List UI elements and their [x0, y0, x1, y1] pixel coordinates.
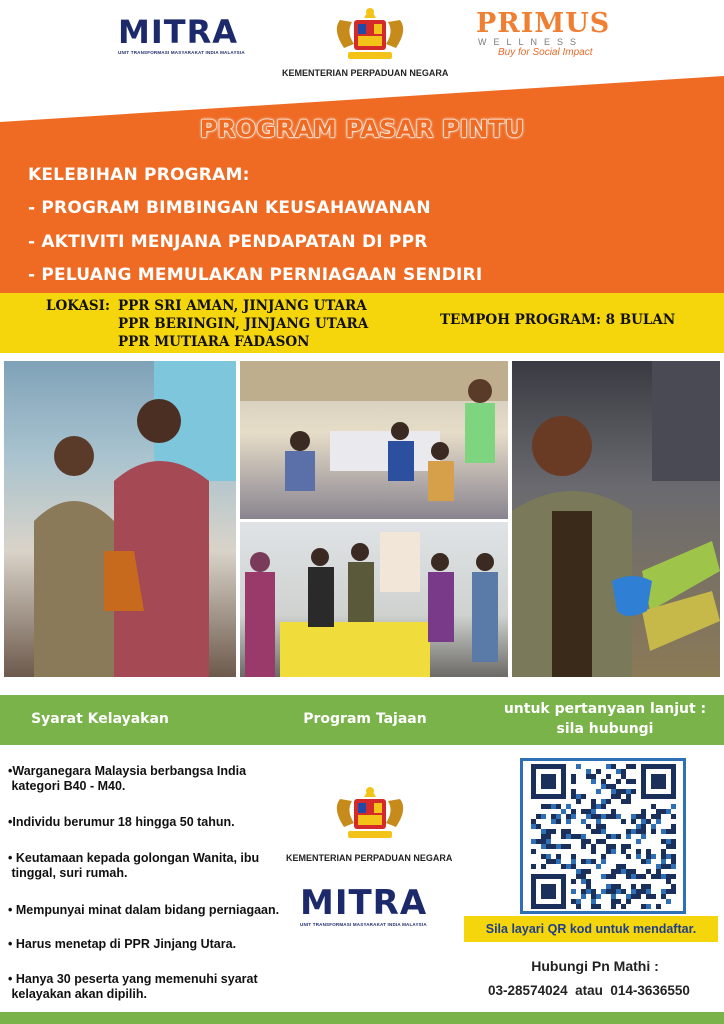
requirement-item [8, 851, 293, 881]
enquiry-heading-line2: sila hubungi [556, 721, 654, 737]
photo-collage [0, 353, 724, 683]
registration-qr-code[interactable] [520, 758, 686, 914]
photo-participants-handover [4, 361, 236, 677]
location-label: LOKASI: [46, 298, 110, 314]
requirement-line: • Hanya 30 peserta yang memenuhi syarat [8, 972, 258, 986]
location-item: PPR BERINGIN, JINJANG UTARA [118, 316, 369, 332]
primus-tagline: Buy for Social Impact [498, 47, 593, 58]
requirement-item [8, 903, 293, 918]
requirement-line: • Harus menetap di PPR Jinjang Utara. [8, 937, 237, 951]
primus-brand: PRIMUS [476, 8, 611, 39]
requirement-line: kelayakan akan dipilih. [8, 987, 147, 1001]
contact-name: Hubungi Pn Mathi : [531, 958, 659, 974]
requirement-item [8, 937, 293, 952]
mitra-logo [300, 884, 450, 934]
mitra-logo [118, 14, 268, 64]
sponsor-heading: Program Tajaan [303, 711, 427, 727]
benefit-item: - PELUANG MEMULAKAN PERNIAGAAN SENDIRI [28, 265, 483, 285]
requirement-line: • Keutamaan kepada golongan Wanita, ibu [8, 851, 260, 865]
program-title: PROGRAM PASAR PINTU [199, 115, 525, 143]
photo-certificate-group [240, 522, 508, 677]
ministry-name: KEMENTERIAN PERPADUAN NEGARA [286, 853, 453, 863]
eligibility-heading: Syarat Kelayakan [31, 711, 169, 727]
requirement-line: tinggal, suri rumah. [8, 866, 128, 880]
location-item: PPR SRI AMAN, JINJANG UTARA [118, 298, 367, 314]
primus-logo [476, 8, 626, 68]
photo-trader-corn [512, 361, 720, 677]
footer-bar [0, 1012, 724, 1024]
requirement-line: •Warganegara Malaysia berbangsa India [8, 764, 247, 778]
enquiry-heading-line1: untuk pertanyaan lanjut : [503, 701, 707, 717]
benefit-item: - PROGRAM BIMBINGAN KEUSAHAWANAN [28, 198, 431, 218]
requirement-line: kategori B40 - M40. [8, 779, 126, 793]
benefits-heading: KELEBIHAN PROGRAM: [28, 165, 250, 185]
requirement-item [8, 972, 293, 1002]
ministry-name: KEMENTERIAN PERPADUAN NEGARA [282, 68, 449, 78]
mitra-logo-subtitle: UNIT TRANSFORMASI MASYARAKAT INDIA MALAYSIA [118, 50, 245, 55]
requirement-line: • Mempunyai minat dalam bidang perniagaan. [8, 903, 280, 917]
primus-line2: WELLNESS [478, 37, 584, 47]
malaysia-crest-icon [330, 6, 410, 64]
mitra-logo-text: MITRA [300, 883, 428, 923]
requirement-item [8, 815, 293, 830]
qr-note: Sila layari QR kod untuk mendaftar. [464, 916, 718, 942]
program-duration: TEMPOH PROGRAM: 8 BULAN [440, 312, 676, 328]
mitra-logo-subtitle: UNIT TRANSFORMASI MASYARAKAT INDIA MALAYSIA [300, 922, 427, 927]
mitra-logo-text: MITRA [118, 13, 238, 51]
requirement-item [8, 764, 293, 794]
malaysia-crest-icon [330, 785, 410, 843]
photo-workshop-session [240, 361, 508, 519]
benefit-item: - AKTIVITI MENJANA PENDAPATAN DI PPR [28, 232, 428, 252]
location-item: PPR MUTIARA FADASON [118, 334, 310, 350]
contact-phones[interactable]: 03-28574024 atau 014-3636550 [488, 983, 690, 998]
requirement-line: •Individu berumur 18 hingga 50 tahun. [8, 815, 235, 829]
